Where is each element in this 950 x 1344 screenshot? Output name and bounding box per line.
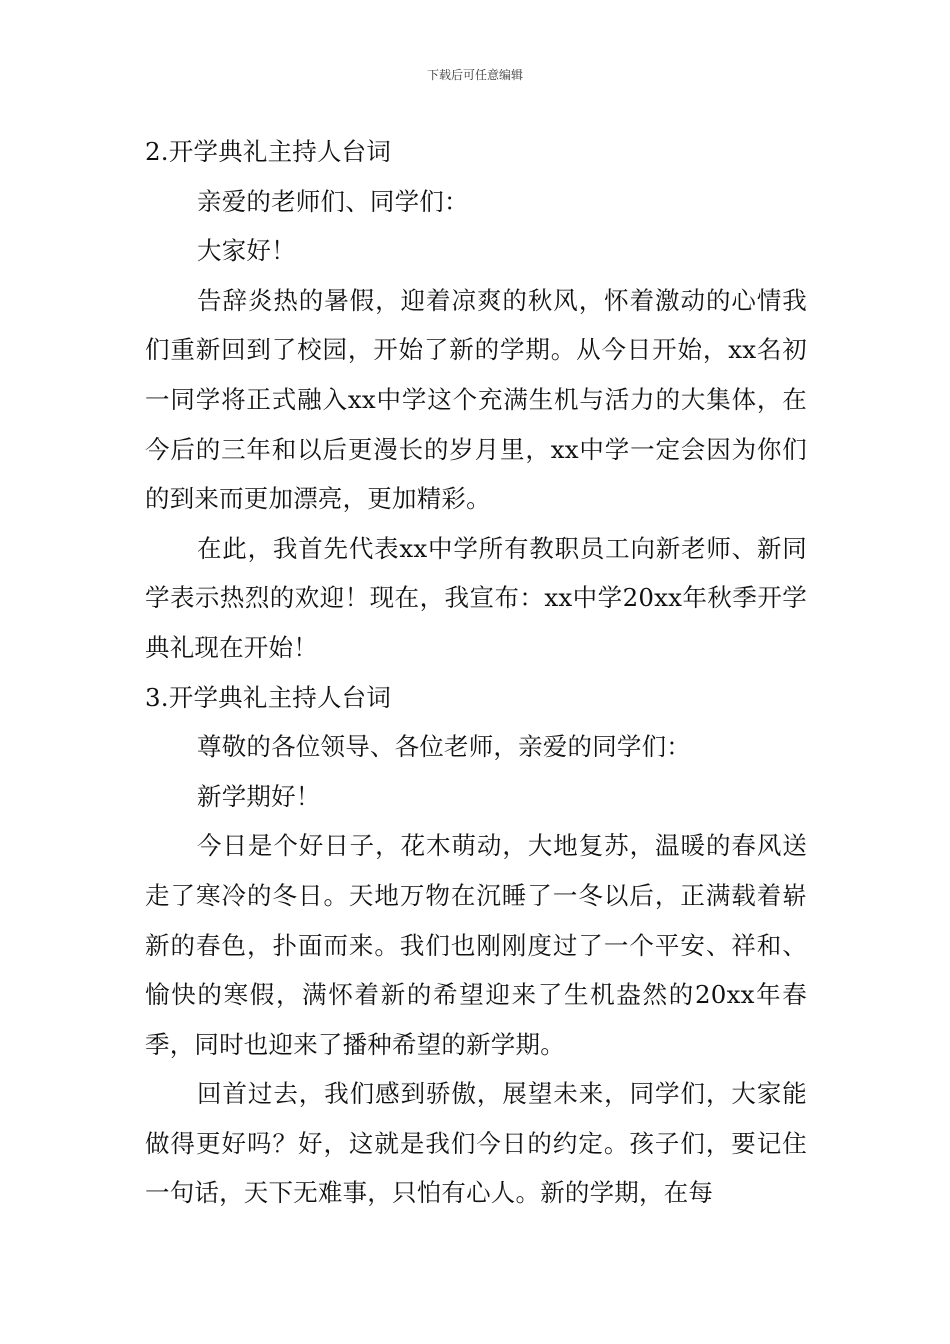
section-heading: 3.开学典礼主持人台词 — [145, 682, 392, 712]
paragraph: 告辞炎热的暑假，迎着凉爽的秋风，怀着激动的心情我们重新回到了校园，开始了新的学期。从今日开始，xx名初一同学将正式融入xx中学这个充满生机与活力的大集体，在今后的三年和以后更漫长的岁月里，xx中学一定会因为你们的到来而更加漂亮，更加精彩。 — [145, 285, 807, 514]
paragraph: 新学期好！ — [197, 781, 321, 811]
document-body — [145, 127, 807, 1218]
section-heading: 2.开学典礼主持人台词 — [145, 137, 392, 166]
paragraph: 大家好！ — [197, 236, 296, 266]
paragraph: 今日是个好日子，花木萌动，大地复苏，温暖的春风送走了寒冷的冬日。天地万物在沉睡了一冬以后，正满载着崭新的春色，扑面而来。我们也刚刚度过了一个平安、祥和、愉快的寒假，满怀着新的希望迎来了生机盎然的20xx年春季，同时也迎来了播种希望的新学期。 — [145, 831, 807, 1059]
paragraph: 回首过去，我们感到骄傲，展望未来，同学们，大家能做得更好吗？好，这就是我们今日的约定。孩子们，要记住一句话，天下无难事，只怕有心人。新的学期，在每 — [145, 1079, 807, 1208]
paragraph: 亲爱的老师们、同学们： — [197, 186, 469, 216]
header-note: 下载后可任意编辑 — [426, 68, 523, 82]
paragraph: 在此，我首先代表xx中学所有教职员工向新老师、新同学表示热烈的欢迎！现在，我宣布：xx中学20xx年秋季开学典礼现在开始！ — [145, 533, 807, 662]
paragraph: 尊敬的各位领导、各位老师，亲爱的同学们： — [197, 732, 691, 762]
